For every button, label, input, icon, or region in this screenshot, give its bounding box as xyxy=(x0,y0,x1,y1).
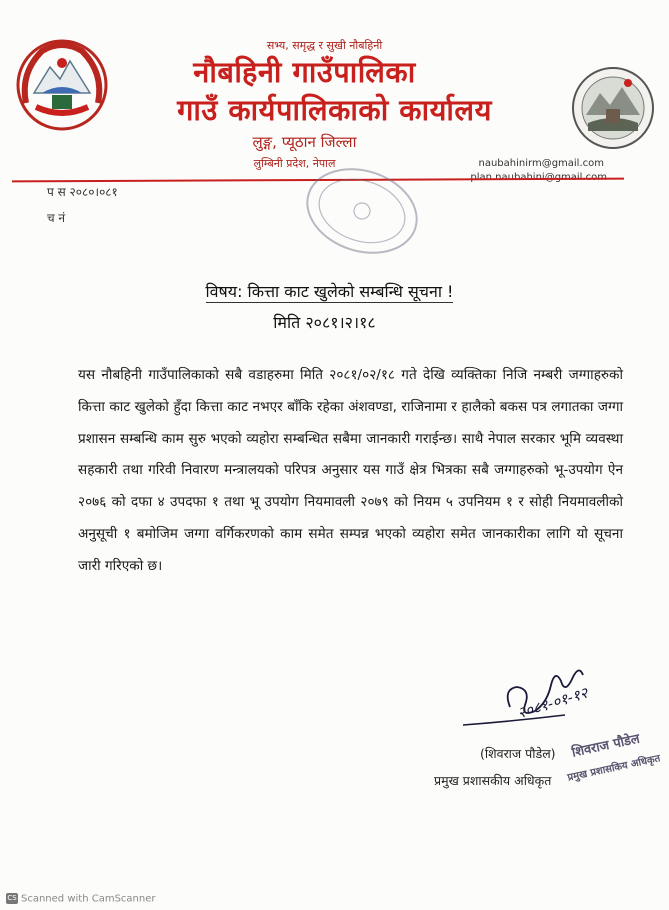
notice-body xyxy=(78,360,623,583)
notice-body-text: यस नौबहिनी गाउँपालिकाको सबै वडाहरुमा मिति २०८१/०२/१८ गते देखि व्यक्तिका निजि नम्बरी जग्गाहरुको कित्ता काट खुलेको हुँदा कित्ता काट नभएर बाँकि रहेका अंशवण्डा, राजिनामा र हालैको बकस पत्र लगातका जग्गा प्रशासन सम्बन्धि काम सुरु भएको व्यहोरा सम्बन्धित सबैमा जानकारी गराईन्छ। साथै नेपाल सरकार भूमि व्यवस्था सहकारी तथा गरिवी निवारण मन्त्रालयको परिपत्र अनुसार यस गाउँ क्षेत्र भित्रका सबै जग्गाहरुको भू-उपयोग ऐन २०७६ को दफा ४ उपदफा १ तथा भू उपयोग नियमावली २०७९ को नियम ५ उपनियम १ र सोही नियमावलीको अनुसूची १ बमोजिम जग्गा वर्गिकरणको काम समेत सम्पन्न भएको व्यहोरा समेत जानकारीका लागि यो सूचना जारी गरिएको छ। xyxy=(78,367,623,574)
signature-date: २०८१-०१-१२ xyxy=(515,683,590,723)
scanner-text: Scanned with CamScanner xyxy=(21,893,156,905)
stamp-name: शिवराज पौडेल xyxy=(570,731,642,761)
office-title-line2: गाउँ कार्यपालिकाको कार्यालय xyxy=(177,93,492,127)
camscanner-icon: CS xyxy=(7,894,17,902)
letter-number: प स २०८०।०८१ xyxy=(47,185,118,199)
notice-subject xyxy=(0,280,664,302)
notice-date: मिति २०८१।२।१८ xyxy=(273,313,376,332)
email-primary[interactable]: naubahinirm@gmail.com xyxy=(478,158,604,169)
notice-subject-text: विषय: कित्ता काट खुलेको सम्बन्धि सूचना ! xyxy=(205,282,454,301)
dispatch-number: च नं xyxy=(47,211,66,225)
stamp-title: प्रमुख प्रशासकिय अधिकृत xyxy=(566,753,662,784)
office-title-line1: नौबहिनी गाउँपालिका xyxy=(193,55,416,89)
office-address: लुङ्ग, प्यूठान जिल्ला xyxy=(252,133,357,151)
motto: सभ्य, समृद्ध र सुखी नौबहिनी xyxy=(266,39,383,52)
signatory-title: प्रमुख प्रशासकीय अधिकृत xyxy=(434,773,552,788)
signatory-name: (शिवराज पौडेल) xyxy=(480,746,556,761)
scanner-watermark xyxy=(6,893,156,905)
office-province: लुम्बिनी प्रदेश, नेपाल xyxy=(253,157,336,170)
